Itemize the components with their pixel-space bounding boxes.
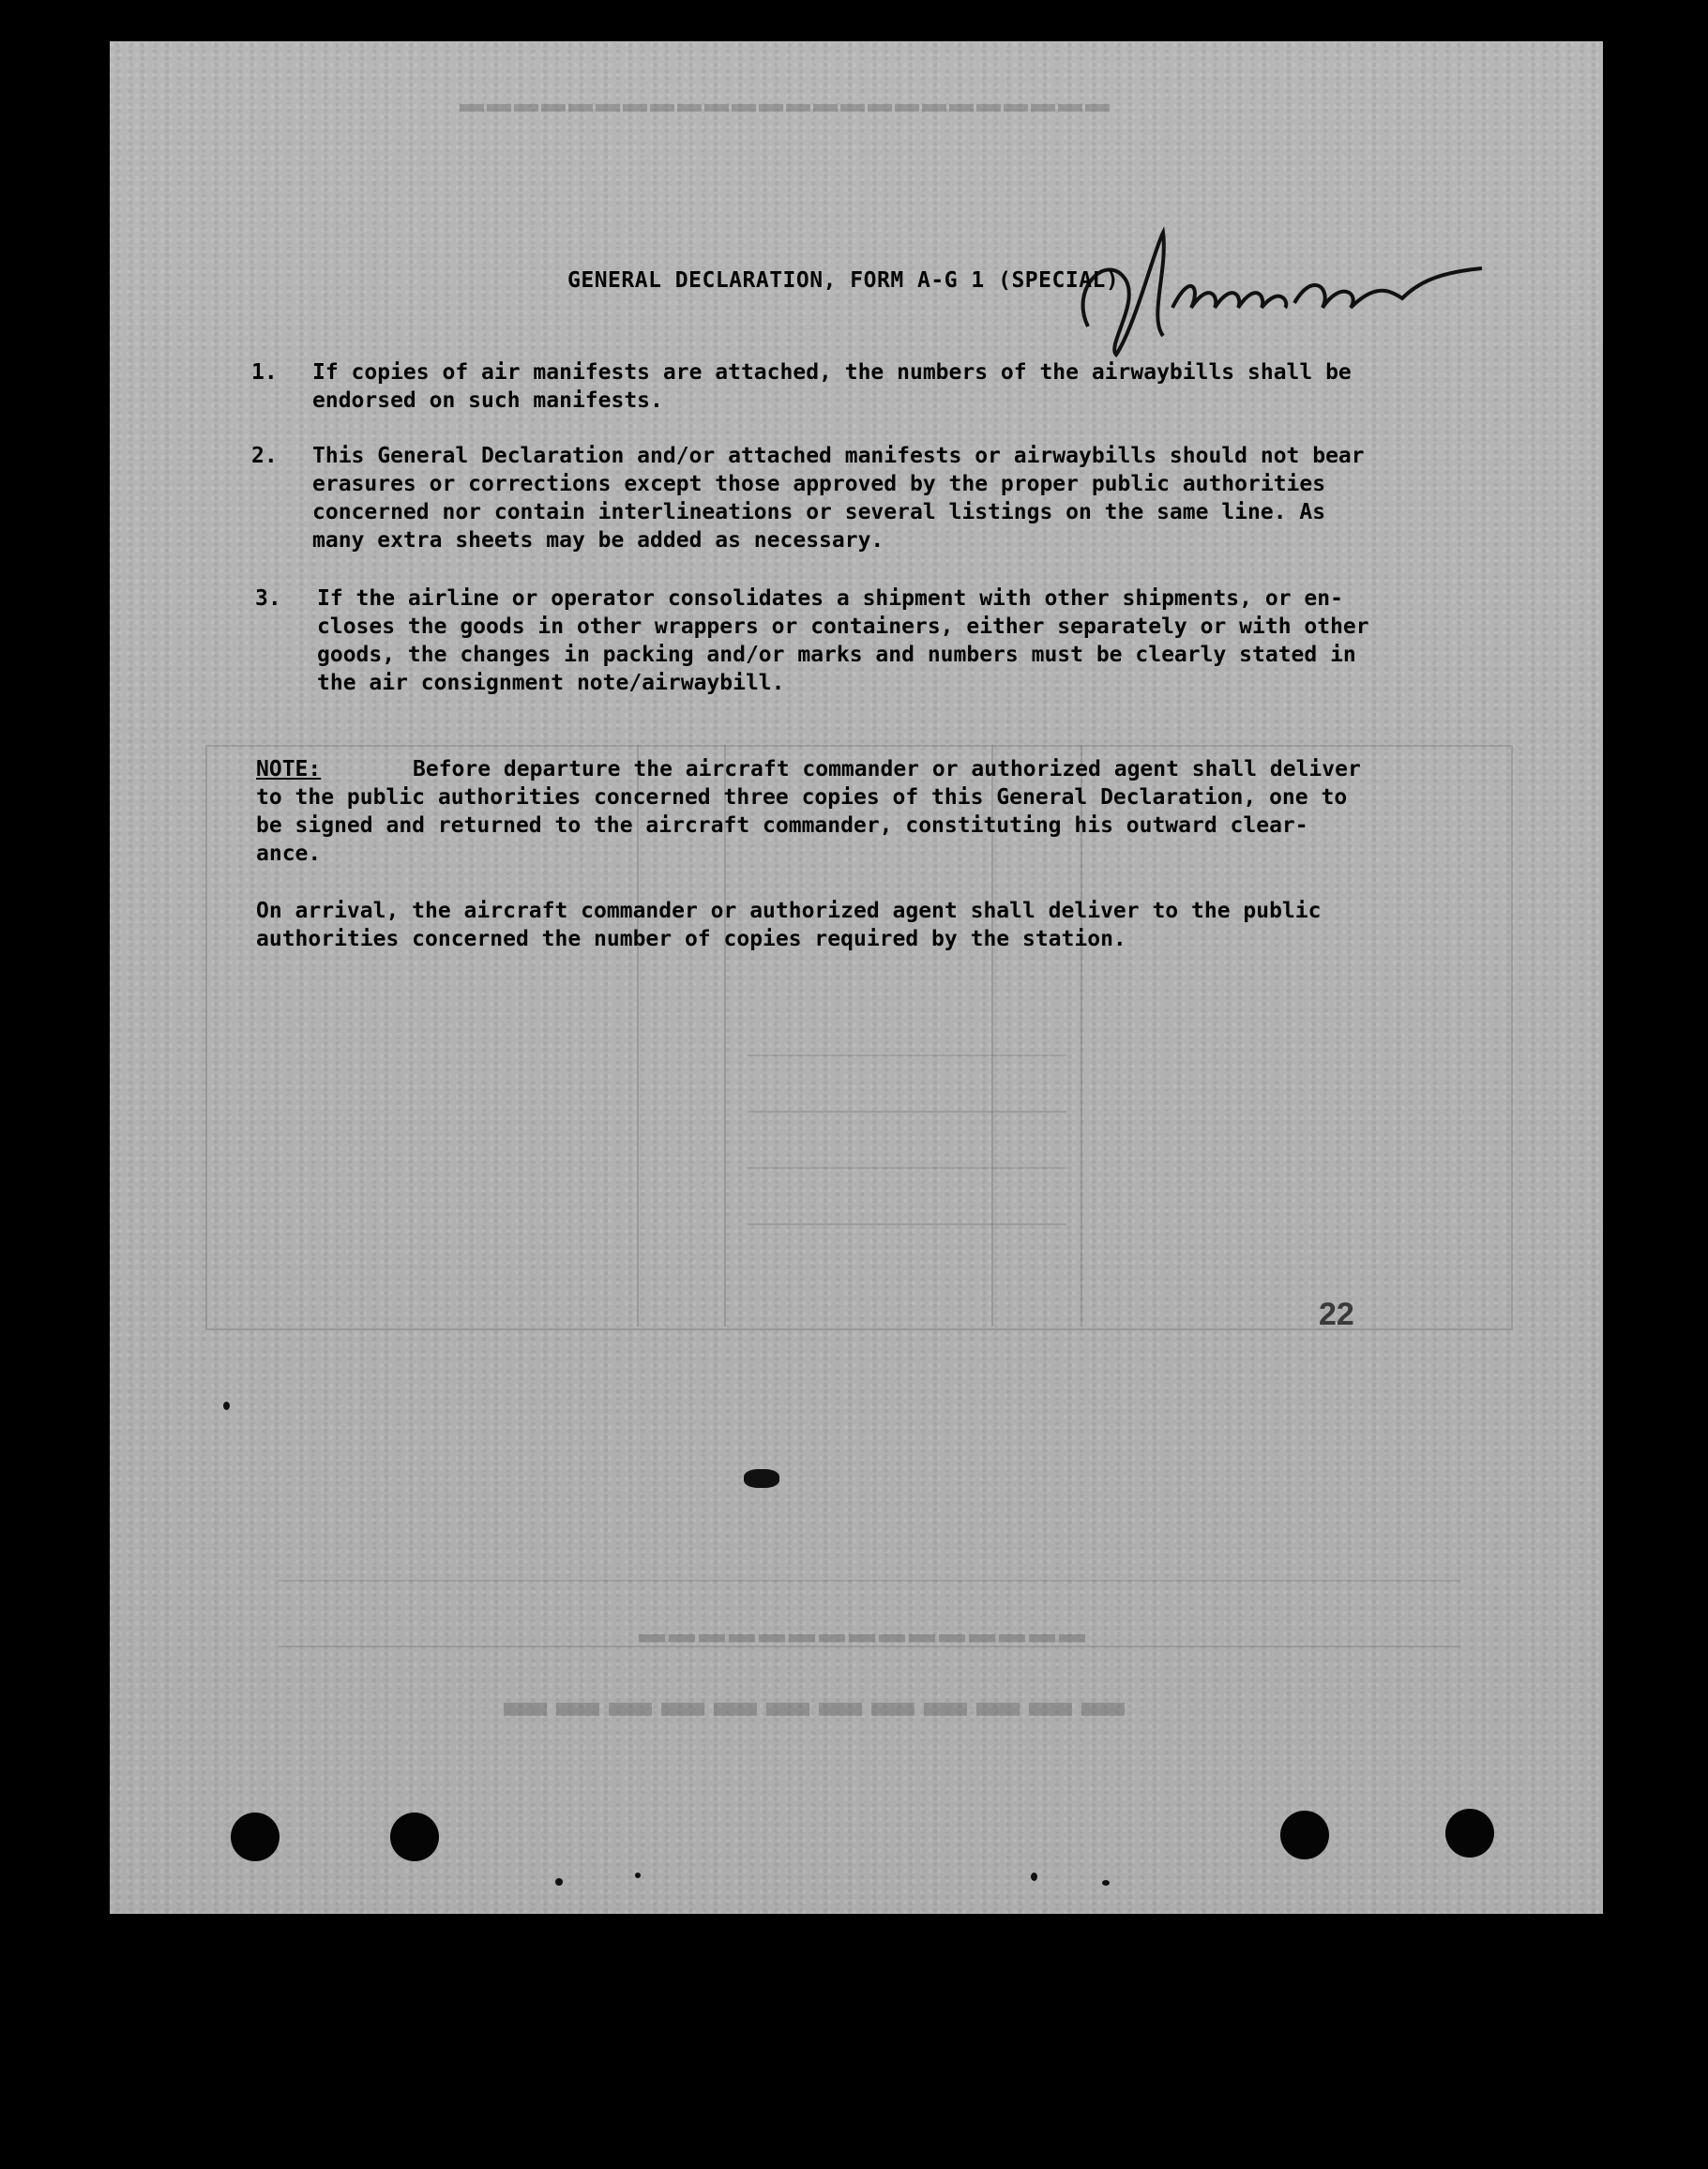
item-line: goods, the changes in packing and/or marks and numbers must be clearly stated in — [317, 643, 1356, 667]
note-label: NOTE: — [256, 757, 322, 781]
page-number: 22 — [1319, 1297, 1354, 1332]
binder-hole — [1445, 1809, 1494, 1858]
note-block — [256, 755, 1496, 868]
item-line: the air consignment note/airwaybill. — [317, 671, 785, 695]
item-text — [312, 442, 1494, 554]
item-line: concerned nor contain interlineations or several listings on the same line. As — [312, 500, 1326, 524]
item-number: 3. — [255, 586, 281, 611]
item-text — [312, 358, 1494, 415]
bleed-through-text: ▬▬▬▬▬▬▬▬▬▬▬▬ — [494, 1693, 1125, 1741]
ink-smudge — [744, 1469, 779, 1488]
bleed-through-line — [748, 1223, 1066, 1225]
binder-hole — [390, 1813, 439, 1861]
form-title: GENERAL DECLARATION, FORM A-G 1 (SPECIAL) — [567, 268, 1120, 293]
ink-speck — [1031, 1873, 1037, 1881]
bleed-through-line — [748, 1054, 1066, 1056]
item-number: 1. — [251, 360, 278, 385]
bleed-through-text: ▬▬▬▬▬▬▬▬▬▬▬▬▬▬▬ — [635, 1628, 1085, 1657]
item-line: If the airline or operator consolidates a shipment with other shipments, or en- — [317, 586, 1343, 611]
arrival-line: On arrival, the aircraft commander or authorized agent shall deliver to the public — [256, 899, 1322, 923]
item-line: This General Declaration and/or attached manifests or airwaybills should not bear — [312, 444, 1365, 468]
note-line: be signed and returned to the aircraft commander, constituting his outward clear- — [256, 813, 1308, 838]
bleed-through-line — [279, 1580, 1460, 1582]
ink-speck — [223, 1402, 230, 1410]
ink-speck — [1102, 1880, 1110, 1886]
item-number: 2. — [251, 444, 278, 468]
arrival-line: authorities concerned the number of copies required by the station. — [256, 927, 1126, 951]
bleed-through-line — [748, 1111, 1066, 1113]
ink-speck — [555, 1878, 563, 1886]
bleed-through-line — [748, 1167, 1066, 1169]
bleed-through-text: ▬▬▬▬▬▬▬▬▬▬▬▬▬▬▬▬▬▬▬▬▬▬▬▬ — [457, 99, 1110, 126]
item-line: endorsed on such manifests. — [312, 388, 663, 413]
arrival-paragraph — [256, 897, 1496, 953]
note-line: to the public authorities concerned three copies of this General Declaration, one to — [256, 785, 1348, 810]
item-text — [317, 584, 1499, 697]
note-line: ance. — [256, 842, 322, 866]
handwritten-signature — [1050, 214, 1501, 373]
note-first-line — [256, 755, 1496, 783]
item-line: closes the goods in other wrappers or containers, either separately or with other — [317, 614, 1369, 639]
item-line: many extra sheets may be added as necessary. — [312, 528, 884, 553]
binder-hole — [1280, 1811, 1329, 1859]
binder-hole — [231, 1813, 280, 1861]
item-line: erasures or corrections except those approved by the proper public authorities — [312, 472, 1326, 496]
note-text: Before departure the aircraft commander or authorized agent shall deliver — [412, 757, 1361, 781]
ink-speck — [635, 1873, 641, 1878]
item-line: If copies of air manifests are attached, the numbers of the airwaybills shall be — [312, 360, 1352, 385]
